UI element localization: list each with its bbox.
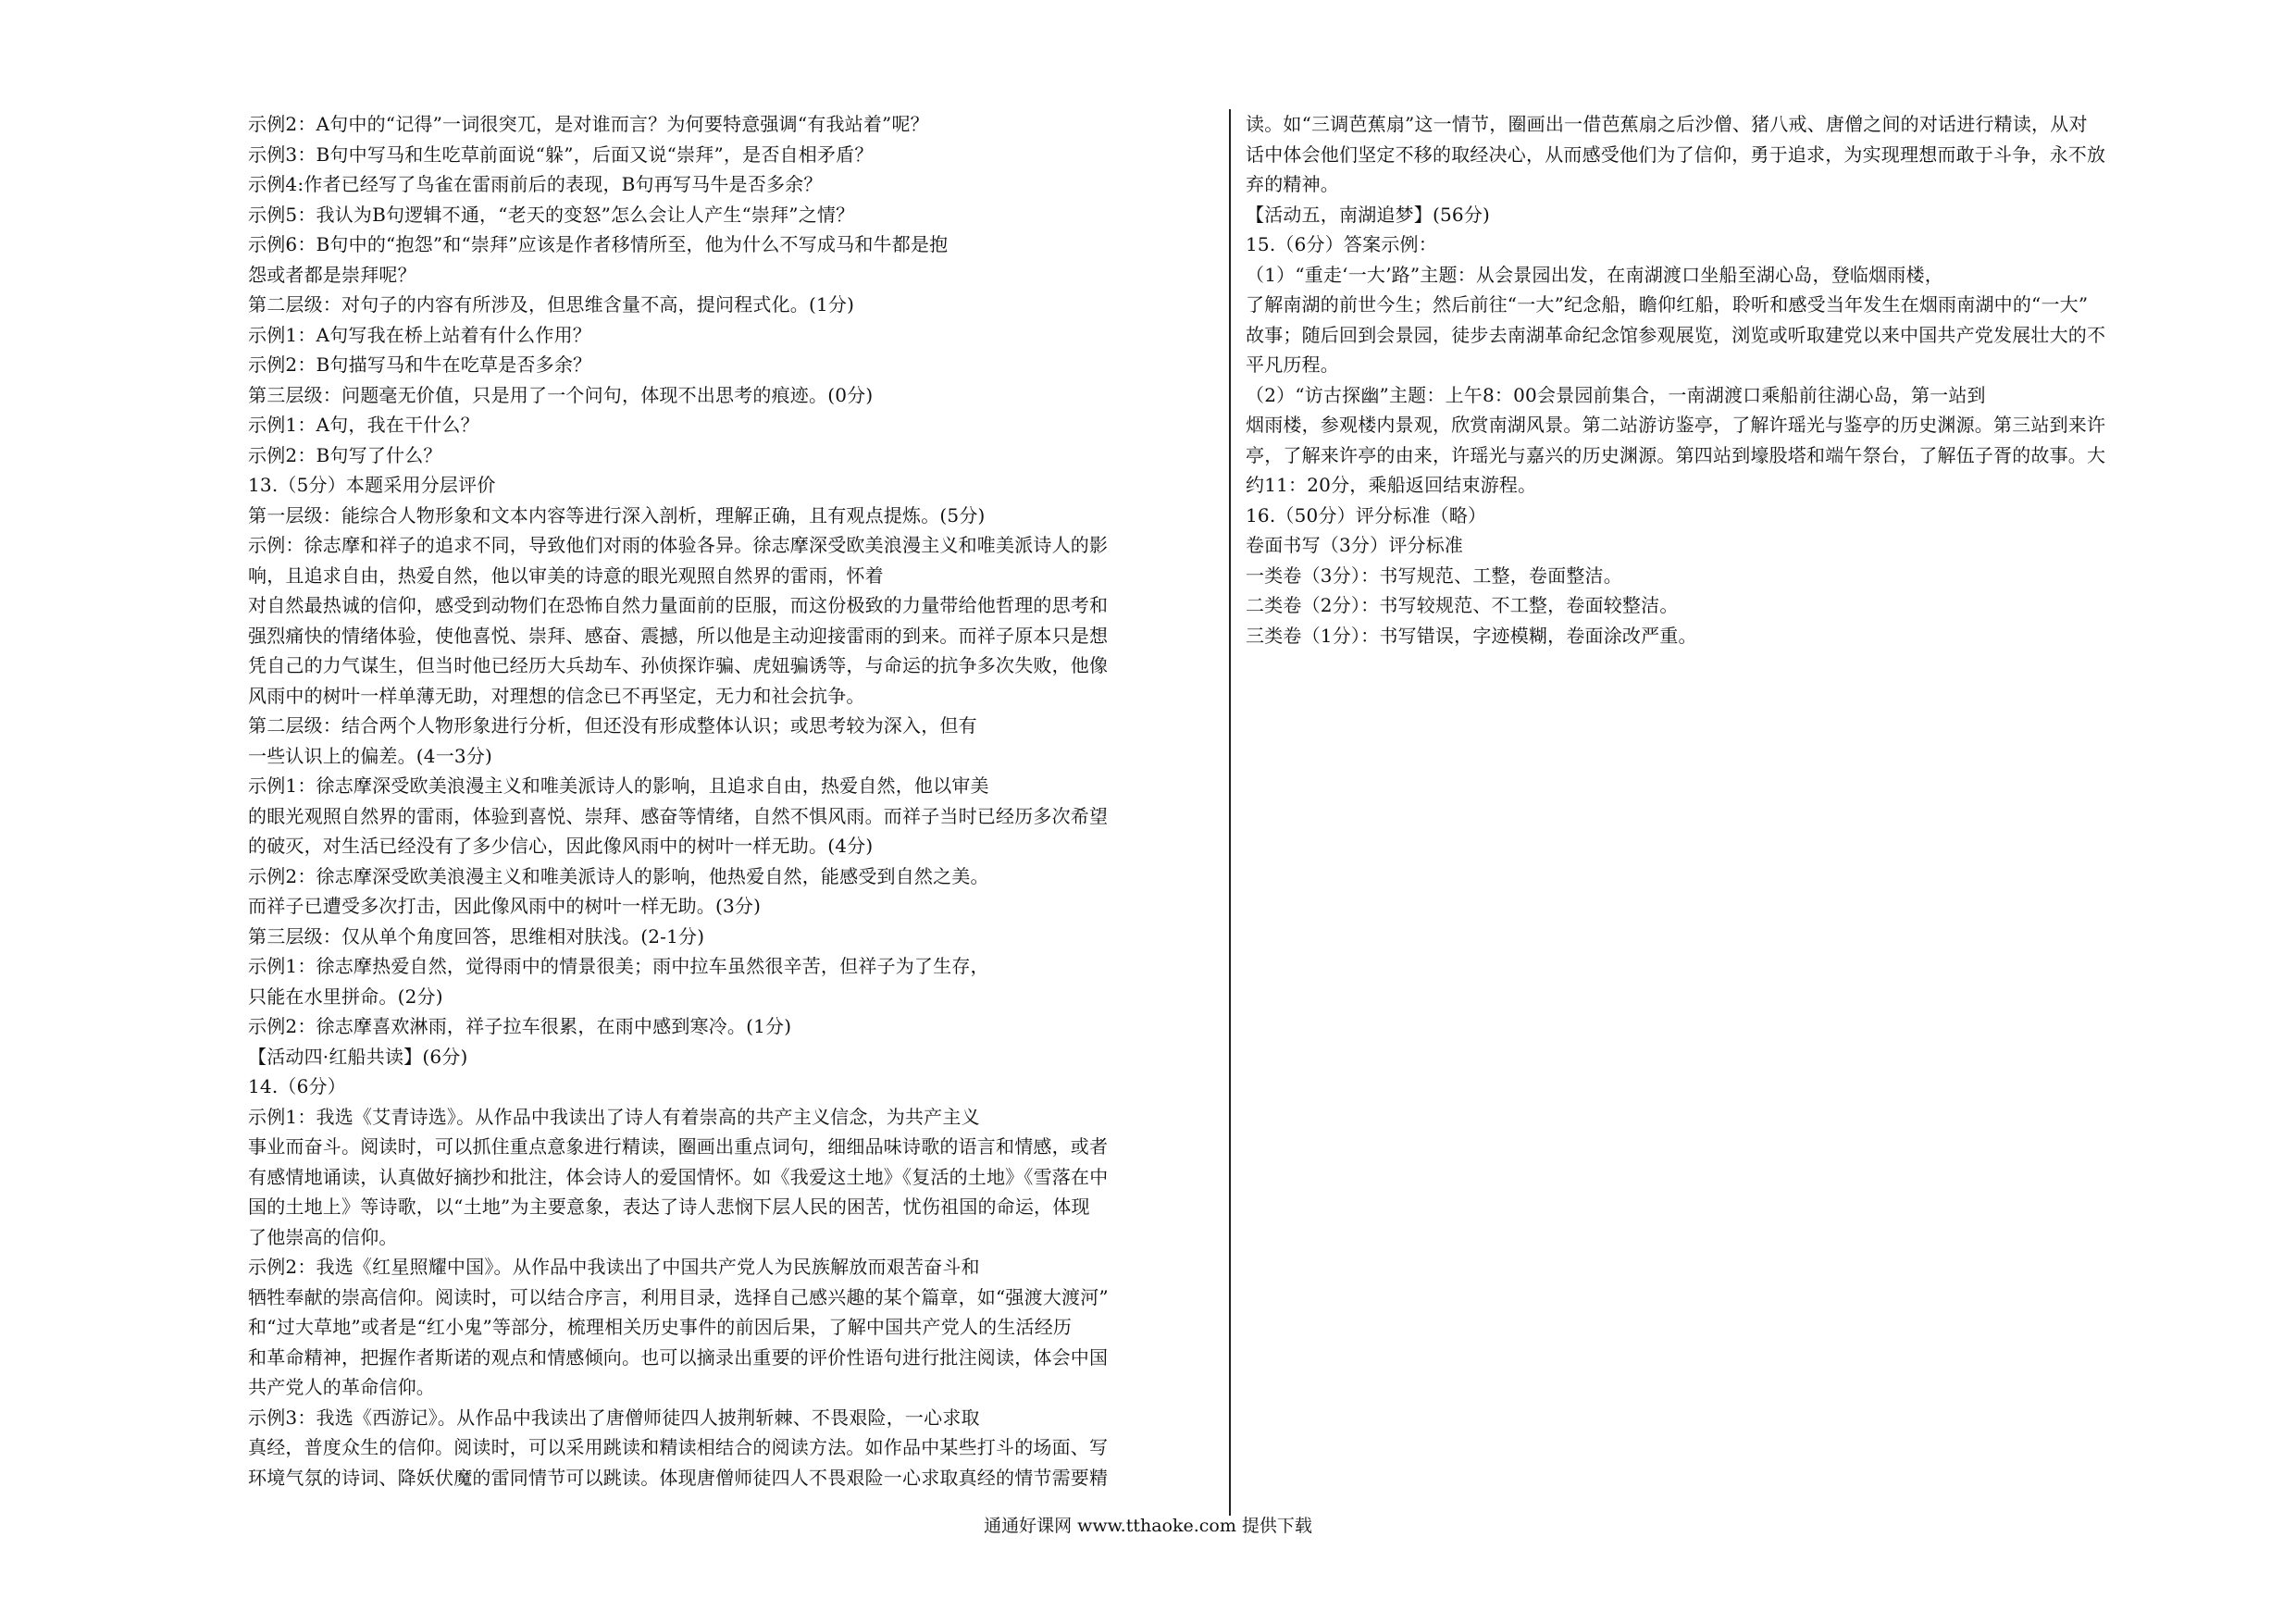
text-line: 烟雨楼，参观楼内景观，欣赏南湖风景。第二站游访鉴亭，了解许瑶光与鉴亭的历史渊源。第三站到来许 <box>1246 414 2106 436</box>
right-column <box>1246 109 2208 650</box>
text-line: 示例5：我认为B句逻辑不通，“老天的变怒”怎么会让人产生“崇拜”之情？ <box>248 203 855 226</box>
text-line: （2）“访古探幽”主题：上午8：00会景园前集合，一南湖渡口乘船前往湖心岛，第一站到 <box>1246 383 1986 406</box>
text-line: 事业而奋斗。阅读时，可以抓住重点意象进行精读，圈画出重点词句，细细品味诗歌的语言和情感，或者 <box>248 1135 1109 1158</box>
text-line: 有感情地诵读，认真做好摘抄和批注，体会诗人的爱国情怀。如《我爱这土地》《复活的土地》《雪落在中 <box>248 1165 1109 1188</box>
text-line: 话中体会他们坚定不移的取经决心，从而感受他们为了信仰，勇于追求，为实现理想而敢于斗争，永不放 <box>1246 142 2106 166</box>
column-divider <box>1229 109 1231 1516</box>
text-line: 环境气氛的诗词、降妖伏魔的雷同情节可以跳读。体现唐僧师徒四人不畏艰险一心求取真经的情节需要精 <box>248 1466 1109 1489</box>
text-line: 怨或者都是崇拜呢？ <box>248 263 416 286</box>
text-line: 第三层级：问题毫无价值，只是用了一个问句，体现不出思考的痕迹。(0分) <box>248 383 874 406</box>
text-line: 强烈痛快的情绪体验，使他喜悦、崇拜、感奋、震撼，所以他是主动迎接雷雨的到来。而祥子原本只是想 <box>248 624 1109 647</box>
text-line: 【活动五，南湖追梦】(56分) <box>1246 203 1491 226</box>
text-line: （1）“重走‘一大’路”主题：从会景园出发，在南湖渡口坐船至湖心岛，登临烟雨楼， <box>1246 263 1943 286</box>
text-line: 第一层级：能综合人物形象和文本内容等进行深入剖析，理解正确，且有观点提炼。(5分) <box>248 503 986 527</box>
text-line: 示例2：B句描写马和牛在吃草是否多余？ <box>248 353 592 376</box>
text-line: 示例2：徐志摩深受欧美浪漫主义和唯美派诗人的影响，他热爱自然，能感受到自然之美。 <box>248 864 989 887</box>
text-line: 和“过大草地”或者是“红小鬼”等部分，梳理相关历史事件的前因后果，了解中国共产党人的生活经历 <box>248 1316 1073 1338</box>
text-line: 示例3：B句中写马和生吃草前面说“躲”，后面又说“崇拜”，是否自相矛盾？ <box>248 142 874 166</box>
text-line: 16.（50分）评分标准（略） <box>1246 503 1487 527</box>
text-line: 二类卷（2分）：书写较规范、不工整，卷面较整洁。 <box>1246 594 1679 616</box>
text-line: 牺牲奉献的崇高信仰。阅读时，可以结合序言，利用目录，选择自己感兴趣的某个篇章，如“强渡大渡河” <box>248 1285 1109 1308</box>
text-line: 第二层级：对句子的内容有所涉及，但思维含量不高，提问程式化。(1分) <box>248 293 855 316</box>
text-line: 和革命精神，把握作者斯诺的观点和情感倾向。也可以摘录出重要的评价性语句进行批注阅读，体会中国 <box>248 1345 1109 1369</box>
text-line: 平凡历程。 <box>1246 353 1339 376</box>
text-line: 示例3：我选《西游记》。从作品中我读出了唐僧师徒四人披荆斩棘、不畏艰险，一心求取 <box>248 1406 980 1429</box>
text-line: 凭自己的力气谋生，但当时他已经历大兵劫车、孙侦探诈骗、虎妞骗诱等，与命运的抗争多次失败，他像 <box>248 654 1109 676</box>
text-line: 14.（6分） <box>248 1075 346 1097</box>
text-line: 13.（5分）本题采用分层评价 <box>248 474 496 496</box>
text-line: 一类卷（3分）：书写规范、工整，卷面整洁。 <box>1246 564 1622 587</box>
text-line: 示例1：徐志摩热爱自然，觉得雨中的情景很美；雨中拉车虽然很辛苦，但祥子为了生存， <box>248 955 989 977</box>
text-line: 示例：徐志摩和祥子的追求不同，导致他们对雨的体验各异。徐志摩深受欧美浪漫主义和唯美派诗人的影 <box>248 534 1109 556</box>
text-line: 国的土地上》等诗歌，以“土地”为主要意象，表达了诗人悲悯下层人民的困苦，忧伤祖国的命运，体现 <box>248 1196 1090 1218</box>
left-column <box>248 109 1220 1493</box>
text-line: 第三层级：仅从单个角度回答，思维相对肤浅。(2-1分) <box>248 924 705 948</box>
text-line: 示例4:作者已经写了鸟雀在雷雨前后的表现，B句再写马牛是否多余？ <box>248 173 823 195</box>
text-line: 对自然最热诚的信仰，感受到动物们在恐怖自然力量面前的臣服，而这份极致的力量带给他哲理的思考和 <box>248 594 1109 616</box>
text-line: 卷面书写（3分）评分标准 <box>1246 534 1464 556</box>
text-line: 响，且追求自由，热爱自然，他以审美的诗意的眼光观照自然界的雷雨，怀着 <box>248 564 884 587</box>
text-line: 了解南湖的前世今生；然后前往“一大”纪念船，瞻仰红船，聆听和感受当年发生在烟雨南湖中的“一大” <box>1246 293 2089 316</box>
text-line: 只能在水里拼命。(2分) <box>248 985 443 1008</box>
page-footer: 通通好课网 www.tthaoke.com 提供下载 <box>984 1516 1312 1536</box>
text-line: 风雨中的树叶一样单薄无助，对理想的信念已不再坚定，无力和社会抗争。 <box>248 684 865 707</box>
text-line: 示例2：A句中的“记得”一词很突兀，是对谁而言？为何要特意强调“有我站着”呢？ <box>248 113 929 135</box>
text-line: 15.（6分）答案示例： <box>1246 233 1437 255</box>
text-line: 约11：20分，乘船返回结束游程。 <box>1246 474 1537 496</box>
text-line: 弃的精神。 <box>1246 173 1339 195</box>
text-line: 第二层级：结合两个人物形象进行分析，但还没有形成整体认识；或思考较为深入，但有 <box>248 714 977 737</box>
text-line: 示例1：A句写我在桥上站着有什么作用？ <box>248 323 591 346</box>
text-line: 真经，普度众生的信仰。阅读时，可以采用跳读和精读相结合的阅读方法。如作品中某些打斗的场面、写 <box>248 1436 1109 1458</box>
text-line: 了他崇高的信仰。 <box>248 1225 398 1248</box>
text-line: 示例1：我选《艾青诗选》。从作品中我读出了诗人有着崇高的共产主义信念，为共产主义 <box>248 1105 980 1128</box>
text-line: 一些认识上的偏差。(4一3分) <box>248 744 493 767</box>
text-line: 亭，了解来许亭的由来，许瑶光与嘉兴的历史渊源。第四站到壕股塔和端午祭台，了解伍子胥的故事。大 <box>1246 443 2106 466</box>
text-line: 示例2：我选《红星照耀中国》。从作品中我读出了中国共产党人为民族解放而艰苦奋斗和 <box>248 1256 980 1278</box>
text-line: 三类卷（1分）：书写错误，字迹模糊，卷面涂改严重。 <box>1246 624 1697 647</box>
text-line: 的破灭，对生活已经没有了多少信心，因此像风雨中的树叶一样无助。(4分) <box>248 835 874 857</box>
text-line: 【活动四·红船共读】(6分) <box>248 1045 468 1068</box>
text-line: 读。如“三调芭蕉扇”这一情节，圈画出一借芭蕉扇之后沙僧、猪八戒、唐僧之间的对话进行精读，从对 <box>1246 113 2088 135</box>
text-line: 示例2：徐志摩喜欢淋雨，祥子拉车很累，在雨中感到寒冷。(1分) <box>248 1015 792 1037</box>
text-line: 示例2：B句写了什么？ <box>248 443 442 466</box>
text-line: 而祥子已遭受多次打击，因此像风雨中的树叶一样无助。(3分) <box>248 895 762 917</box>
text-line: 示例6：B句中的“抱怨”和“崇拜”应该是作者移情所至，他为什么不写成马和牛都是抱 <box>248 233 949 255</box>
text-line: 的眼光观照自然界的雷雨，体验到喜悦、崇拜、感奋等情绪，自然不惧风雨。而祥子当时已经历多次希望 <box>248 804 1109 827</box>
text-line: 示例1：A句，我在干什么？ <box>248 414 479 436</box>
text-line: 共产党人的革命信仰。 <box>248 1376 435 1398</box>
text-line: 故事；随后回到会景园，徒步去南湖革命纪念馆参观展览，浏览或听取建党以来中国共产党发展壮大的不 <box>1246 323 2106 346</box>
text-line: 示例1：徐志摩深受欧美浪漫主义和唯美派诗人的影响，且追求自由，热爱自然，他以审美 <box>248 774 989 797</box>
